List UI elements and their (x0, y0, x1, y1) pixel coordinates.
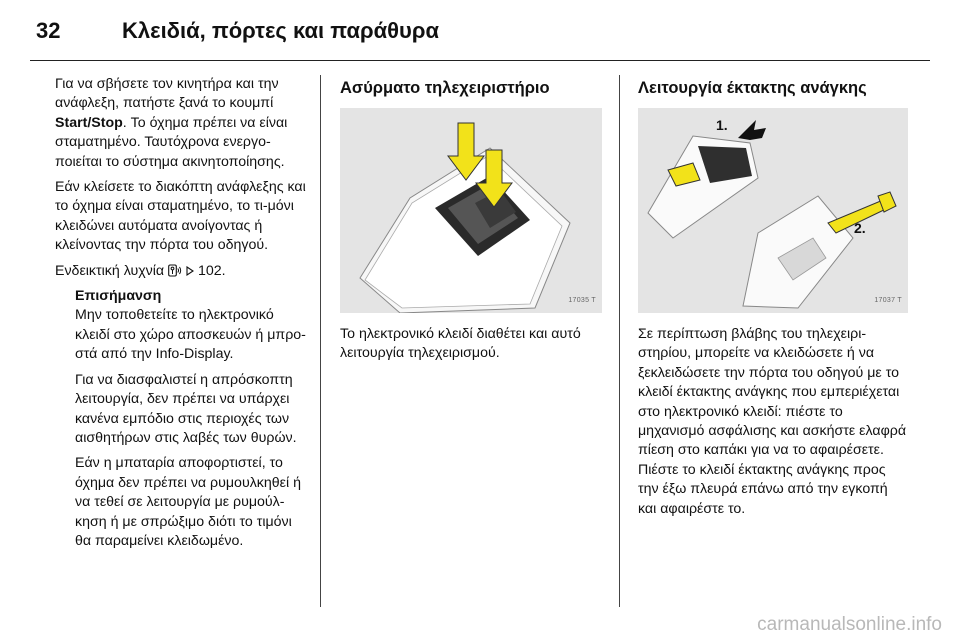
indicator-lamp-icon (168, 264, 182, 277)
page-header (30, 16, 930, 56)
paragraph-engine-off: Για να σβήσετε τον κινητήρα και την ανάφλεξη, πατήστε ξανά το κουμπί Start/Stop. Το όχημα πρέπει να είναι σταματημένο. Ταυτόχρονα ενεργο-ποιείται το σύστημα ακινητοποίησης. (55, 76, 288, 170)
watermark: carmanualsonline.info (757, 614, 942, 635)
paragraph-steering-lock: Εάν κλείσετε το διακόπτη ανάφλεξης και το όχημα είναι σταματημένο, το τι-μόνι κλειδώνει αυτόματα ανοίγοντας ή κλείνοντας την πόρτα του οδηγού. (55, 179, 306, 254)
page-title: Κλειδιά, πόρτες και παράθυρα (122, 18, 439, 43)
header-rule (30, 60, 930, 61)
figure-code: 17037 T (874, 296, 902, 304)
step-1-label: 1. (716, 117, 728, 133)
page-number: 32 (36, 18, 61, 43)
remote-key-illustration (340, 108, 602, 313)
figure-emergency-key (638, 108, 908, 313)
column-3 (638, 75, 908, 525)
cross-reference-arrow-icon[interactable] (186, 266, 194, 276)
step-2-label: 2. (854, 220, 866, 236)
paragraph-remote: Το ηλεκτρονικό κλειδί διαθέτει και αυτό λειτουργία τηλεχειρισμού. (340, 326, 581, 362)
figure-code: 17035 T (568, 296, 596, 304)
note-block (75, 287, 311, 551)
note-paragraph-3: Εάν η μπαταρία αποφορτιστεί, το όχημα δεν πρέπει να ρυμουλκηθεί ή να τεθεί σε λειτουργία με ρυμούλ-κηση ή με σπρώξιμο διότι το τιμόνι θα παραμείνει κλειδωμένο. (75, 455, 301, 549)
column-1 (55, 75, 311, 557)
note-heading: Επισήμανση (75, 288, 162, 305)
start-stop-term: Start/Stop (55, 114, 123, 131)
column-2 (340, 75, 603, 370)
note-paragraph-2: Για να διασφαλιστεί η απρόσκοπτη λειτουργία, δεν πρέπει να υπάρχει κανένα εμπόδιο στις περιοχές των αισθητήρων στις λαβές των θυρών. (75, 371, 297, 446)
emergency-key-illustration (638, 108, 908, 313)
figure-remote-key (340, 108, 602, 313)
column-divider-1 (320, 75, 321, 607)
paragraph-emergency: Σε περίπτωση βλάβης του τηλεχειρι-στηρίου, μπορείτε να κλειδώσετε ή να ξεκλειδώσετε την πόρτα του οδηγού με το κλειδί έκτακτης ανάγκης που εμπεριέχεται στο ηλεκτρονικό κλειδί: πιέστε το μηχανισμό ασφάλισης και ασκήστε ελαφρά πίεση στο καπάκι για να το αφαιρέσετε. Πιέστε το κλειδί έκτακτης ανάγκης προς την έξω πλευρά επάνω από την εγκοπή και αφαιρέστε το. (638, 326, 907, 517)
paragraph-indicator-lamp: Ενδεικτική λυχνία 102. (55, 262, 226, 279)
column-divider-2 (619, 75, 620, 607)
section-heading-emergency: Λειτουργία έκτακτης ανάγκης (638, 79, 867, 97)
section-heading-remote: Ασύρματο τηλεχειριστήριο (340, 79, 550, 97)
note-paragraph-1: Επισήμανση Μην τοποθετείτε το ηλεκτρονικό κλειδί στο χώρο αποσκευών ή μπρο-στά από την Info-Display. (75, 287, 311, 365)
